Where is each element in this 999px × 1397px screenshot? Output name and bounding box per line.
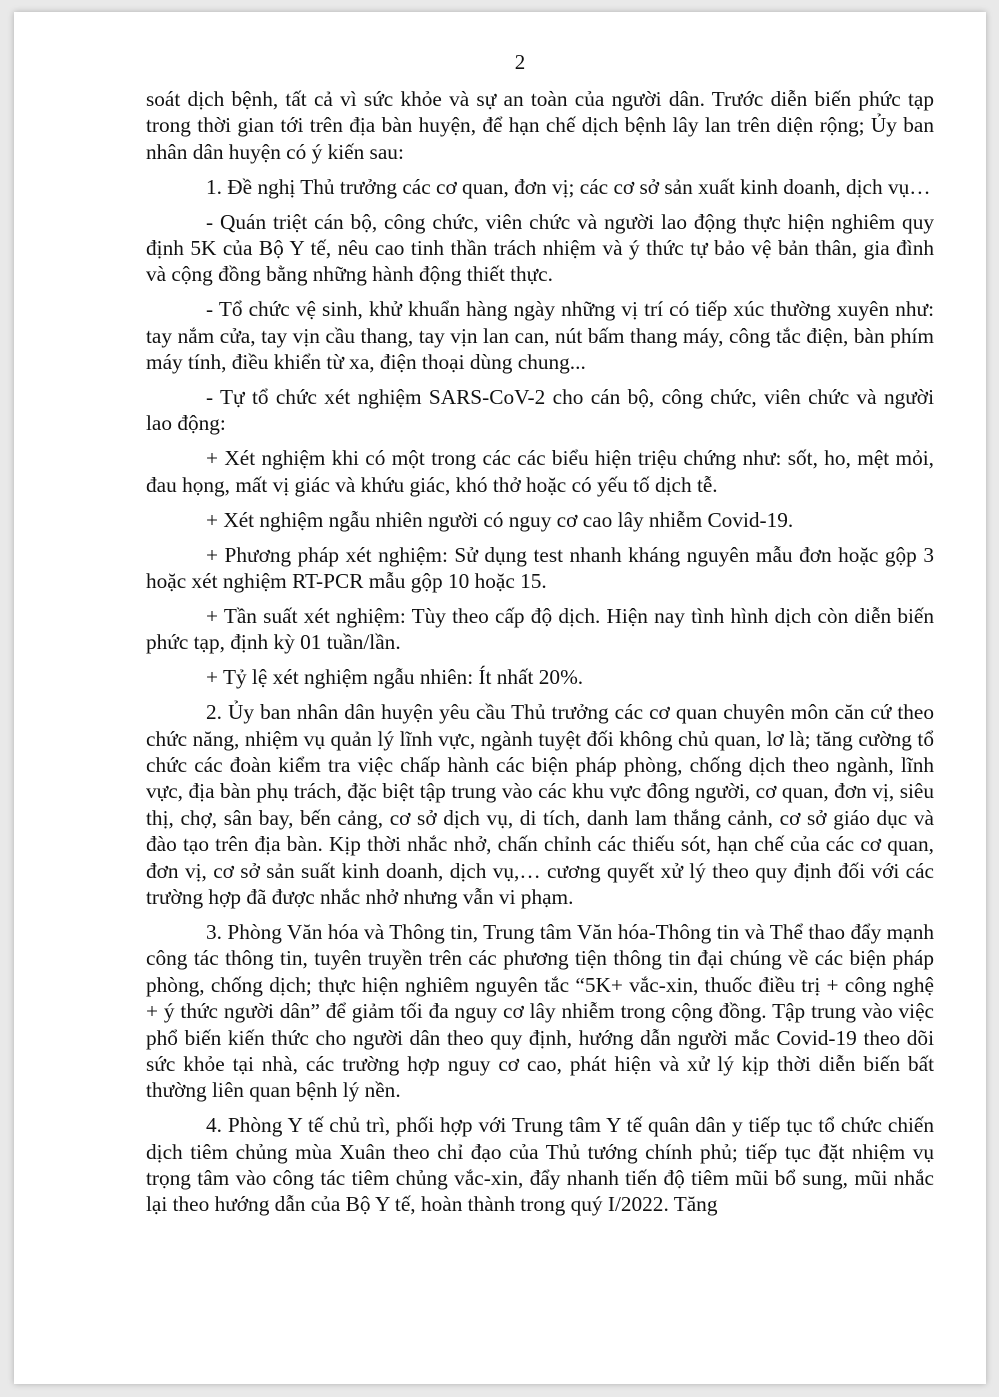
page-number: 2 — [514, 50, 526, 74]
paragraph: 3. Phòng Văn hóa và Thông tin, Trung tâm Văn hóa-Thông tin và Thể thao đẩy mạnh công tác thông tin, tuyên truyền trên các phương tiện thông tin đại chúng về các biện pháp phòng, chống dịch; thực hiện nghiêm nguyên tắc “5K+ vắc-xin, thuốc điều trị + công nghệ + ý thức người dân” để giảm tối đa nguy cơ lây nhiễm trong cộng đồng. Tập trung vào việc phổ biến kiến thức cho người dân theo quy định, hướng dẫn người mắc Covid-19 theo dõi sức khỏe tại nhà, các trường hợp nguy cơ cao, phát hiện và xử lý kịp thời diễn biến bất thường liên quan bệnh lý nền. — [146, 919, 934, 1103]
paragraph: + Phương pháp xét nghiệm: Sử dụng test nhanh kháng nguyên mẫu đơn hoặc gộp 3 hoặc xét nghiệm RT-PCR mẫu gộp 10 hoặc 15. — [146, 542, 934, 593]
paragraph: + Tần suất xét nghiệm: Tùy theo cấp độ dịch. Hiện nay tình hình dịch còn diễn biến phức tạp, định kỳ 01 tuần/lần. — [146, 603, 934, 655]
paragraph: 2. Ủy ban nhân dân huyện yêu cầu Thủ trưởng các cơ quan chuyên môn căn cứ theo chức năng, nhiệm vụ quản lý lĩnh vực, ngành tuyệt đối không chủ quan, lơ là; tăng cường tổ chức các đoàn kiểm tra việc chấp hành các biện pháp phòng, chống dịch theo ngành, lĩnh vực, địa bàn phụ trách, đặc biệt tập trung vào các khu vực đông người, cơ quan, đơn vị, siêu thị, chợ, sân bay, bến cảng, cơ sở dịch vụ, di tích, danh lam thắng cảnh, cơ sở giáo dục và đào tạo trên địa bàn. Kịp thời nhắc nhở, chấn chỉnh các thiếu sót, hạn chế của các cơ quan, đơn vị, cơ sở sản suất kinh doanh, dịch vụ,… cương quyết xử lý theo quy định đối với các trường hợp đã được nhắc nhở nhưng vẫn vi phạm. — [146, 700, 934, 909]
document-page — [14, 12, 986, 1384]
paragraph: 4. Phòng Y tế chủ trì, phối hợp với Trung tâm Y tế quân dân y tiếp tục tổ chức chiến dịch tiêm chủng mùa Xuân theo chỉ đạo của Thủ tướng chính phủ; tiếp tục đặt nhiệm vụ trọng tâm vào công tác tiêm chủng vắc-xin, đẩy nhanh tiến độ tiêm mũi bổ sung, mũi nhắc lại theo hướng dẫn của Bộ Y tế, hoàn thành trong quý I/2022. Tăng — [146, 1113, 934, 1217]
paragraph: + Xét nghiệm khi có một trong các các biểu hiện triệu chứng như: sốt, ho, mệt mỏi, đau họng, mất vị giác và khứu giác, khó thở hoặc có yếu tố dịch tễ. — [146, 446, 934, 497]
document-body — [146, 86, 934, 1226]
paragraph: - Quán triệt cán bộ, công chức, viên chức và người lao động thực hiện nghiêm quy định 5K của Bộ Y tế, nêu cao tinh thần trách nhiệm và ý thức tự bảo vệ bản thân, gia đình và cộng đồng bằng những hành động thiết thực. — [146, 209, 934, 287]
paragraph: 1. Đề nghị Thủ trưởng các cơ quan, đơn vị; các cơ sở sản xuất kinh doanh, dịch vụ… — [206, 174, 931, 199]
paragraph: - Tổ chức vệ sinh, khử khuẩn hàng ngày những vị trí có tiếp xúc thường xuyên như: tay nắm cửa, tay vịn cầu thang, tay vịn lan can, nút bấm thang máy, công tắc điện, bàn phím máy tính, điều khiển từ xa, điện thoại dùng chung... — [146, 297, 934, 375]
paragraph: + Xét nghiệm ngẫu nhiên người có nguy cơ cao lây nhiễm Covid-19. — [206, 507, 794, 532]
paragraph: soát dịch bệnh, tất cả vì sức khỏe và sự an toàn của người dân. Trước diễn biến phức tạp trong thời gian tới trên địa bàn huyện, để hạn chế dịch bệnh lây lan trên diện rộng; Ủy ban nhân dân huyện có ý kiến sau: — [146, 87, 934, 164]
paragraph: - Tự tổ chức xét nghiệm SARS-CoV-2 cho cán bộ, công chức, viên chức và người lao động: — [146, 385, 934, 436]
paragraph: + Tỷ lệ xét nghiệm ngẫu nhiên: Ít nhất 20%. — [206, 665, 584, 690]
